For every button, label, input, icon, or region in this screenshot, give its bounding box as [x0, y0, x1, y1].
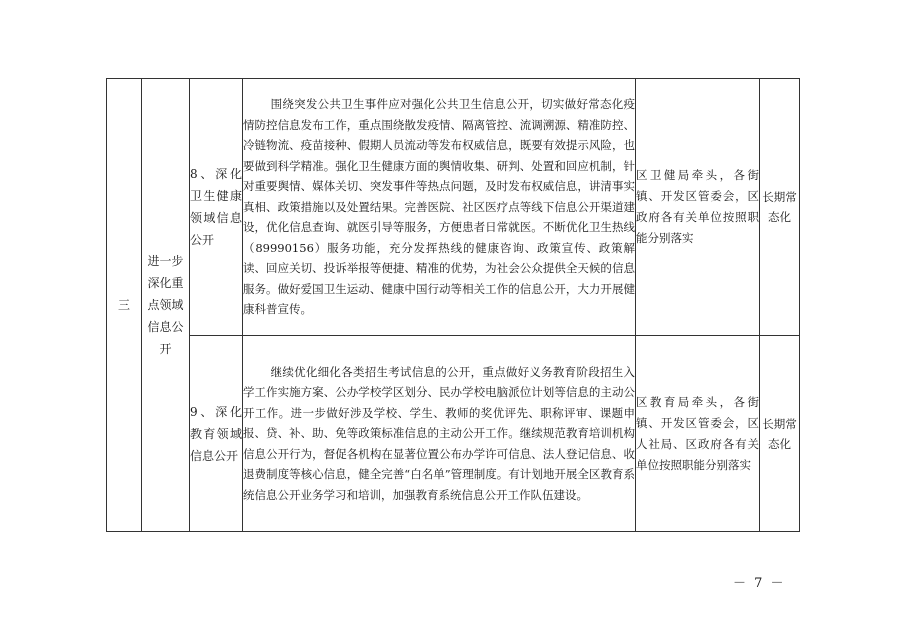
timeline-cell: 长期常态化 — [760, 79, 800, 336]
table-row — [107, 79, 800, 336]
task-item-cell: 9、深化教育领域信息公开 — [190, 336, 243, 532]
task-content-text: 围绕突发公共卫生事件应对强化公共卫生信息公开，切实做好常态化疫情防控信息发布工作，重点围绕散发疫情、隔离管控、流调溯源、精准防控、冷链物流、疫苗接种、假期人员流动等发布权威信息，既要有效提示风险，也要做到科学精准。强化卫生健康方面的舆情收集、研判、处置和回应机制，针对重要舆情、媒体关切、突发事件等热点问题，及时发布权威信息，讲清事实真相、政策措施以及处置结果。完善医院、社区医疗点等线下信息公开渠道建设，优化信息查询、就医引导等服务，方便患者日常就医。不断优化卫生热线（89990156）服务功能，充分发挥热线的健康咨询、政策宣传、政策解读、回应关切、投诉举报等便捷、精准的优势，为社会公众提供全天候的信息服务。做好爱国卫生运动、健康中国行动等相关工作的信息公开，大力开展健康科普宣传。 — [243, 97, 635, 317]
table-row — [107, 336, 800, 532]
task-content-cell — [243, 336, 636, 532]
responsible-unit-cell: 区教育局牵头，各街镇、开发区管委会，区人社局、区政府各有关单位按照职能分别落实 — [636, 336, 760, 532]
section-number-cell: 三 — [107, 79, 142, 532]
task-item-cell: 8、深化卫生健康领域信息公开 — [190, 79, 243, 336]
page-number: － 7 － — [733, 576, 786, 591]
task-content-cell — [243, 79, 636, 336]
task-content-text: 继续优化细化各类招生考试信息的公开，重点做好义务教育阶段招生入学工作实施方案、公办学校学区划分、民办学校电脑派位计划等信息的主动公开工作。进一步做好涉及学校、学生、教师的奖优评先、职称评审、课题申报、贷、补、助、免等政策标准信息的主动公开工作。继续规范教育培训机构信息公开行为，督促各机构在显著位置公布办学许可信息、法人登记信息、收退费制度等核心信息，健全完善“白名单”管理制度。有计划地开展全区教育系统信息公开业务学习和培训，加强教育系统信息公开工作队伍建设。 — [243, 364, 635, 502]
section-title-cell: 进一步深化重点领域信息公开 — [142, 79, 190, 532]
responsible-unit-cell: 区卫健局牵头，各街镇、开发区管委会，区政府各有关单位按照职能分别落实 — [636, 79, 760, 336]
timeline-cell: 长期常态化 — [760, 336, 800, 532]
work-plan-table — [106, 78, 800, 532]
